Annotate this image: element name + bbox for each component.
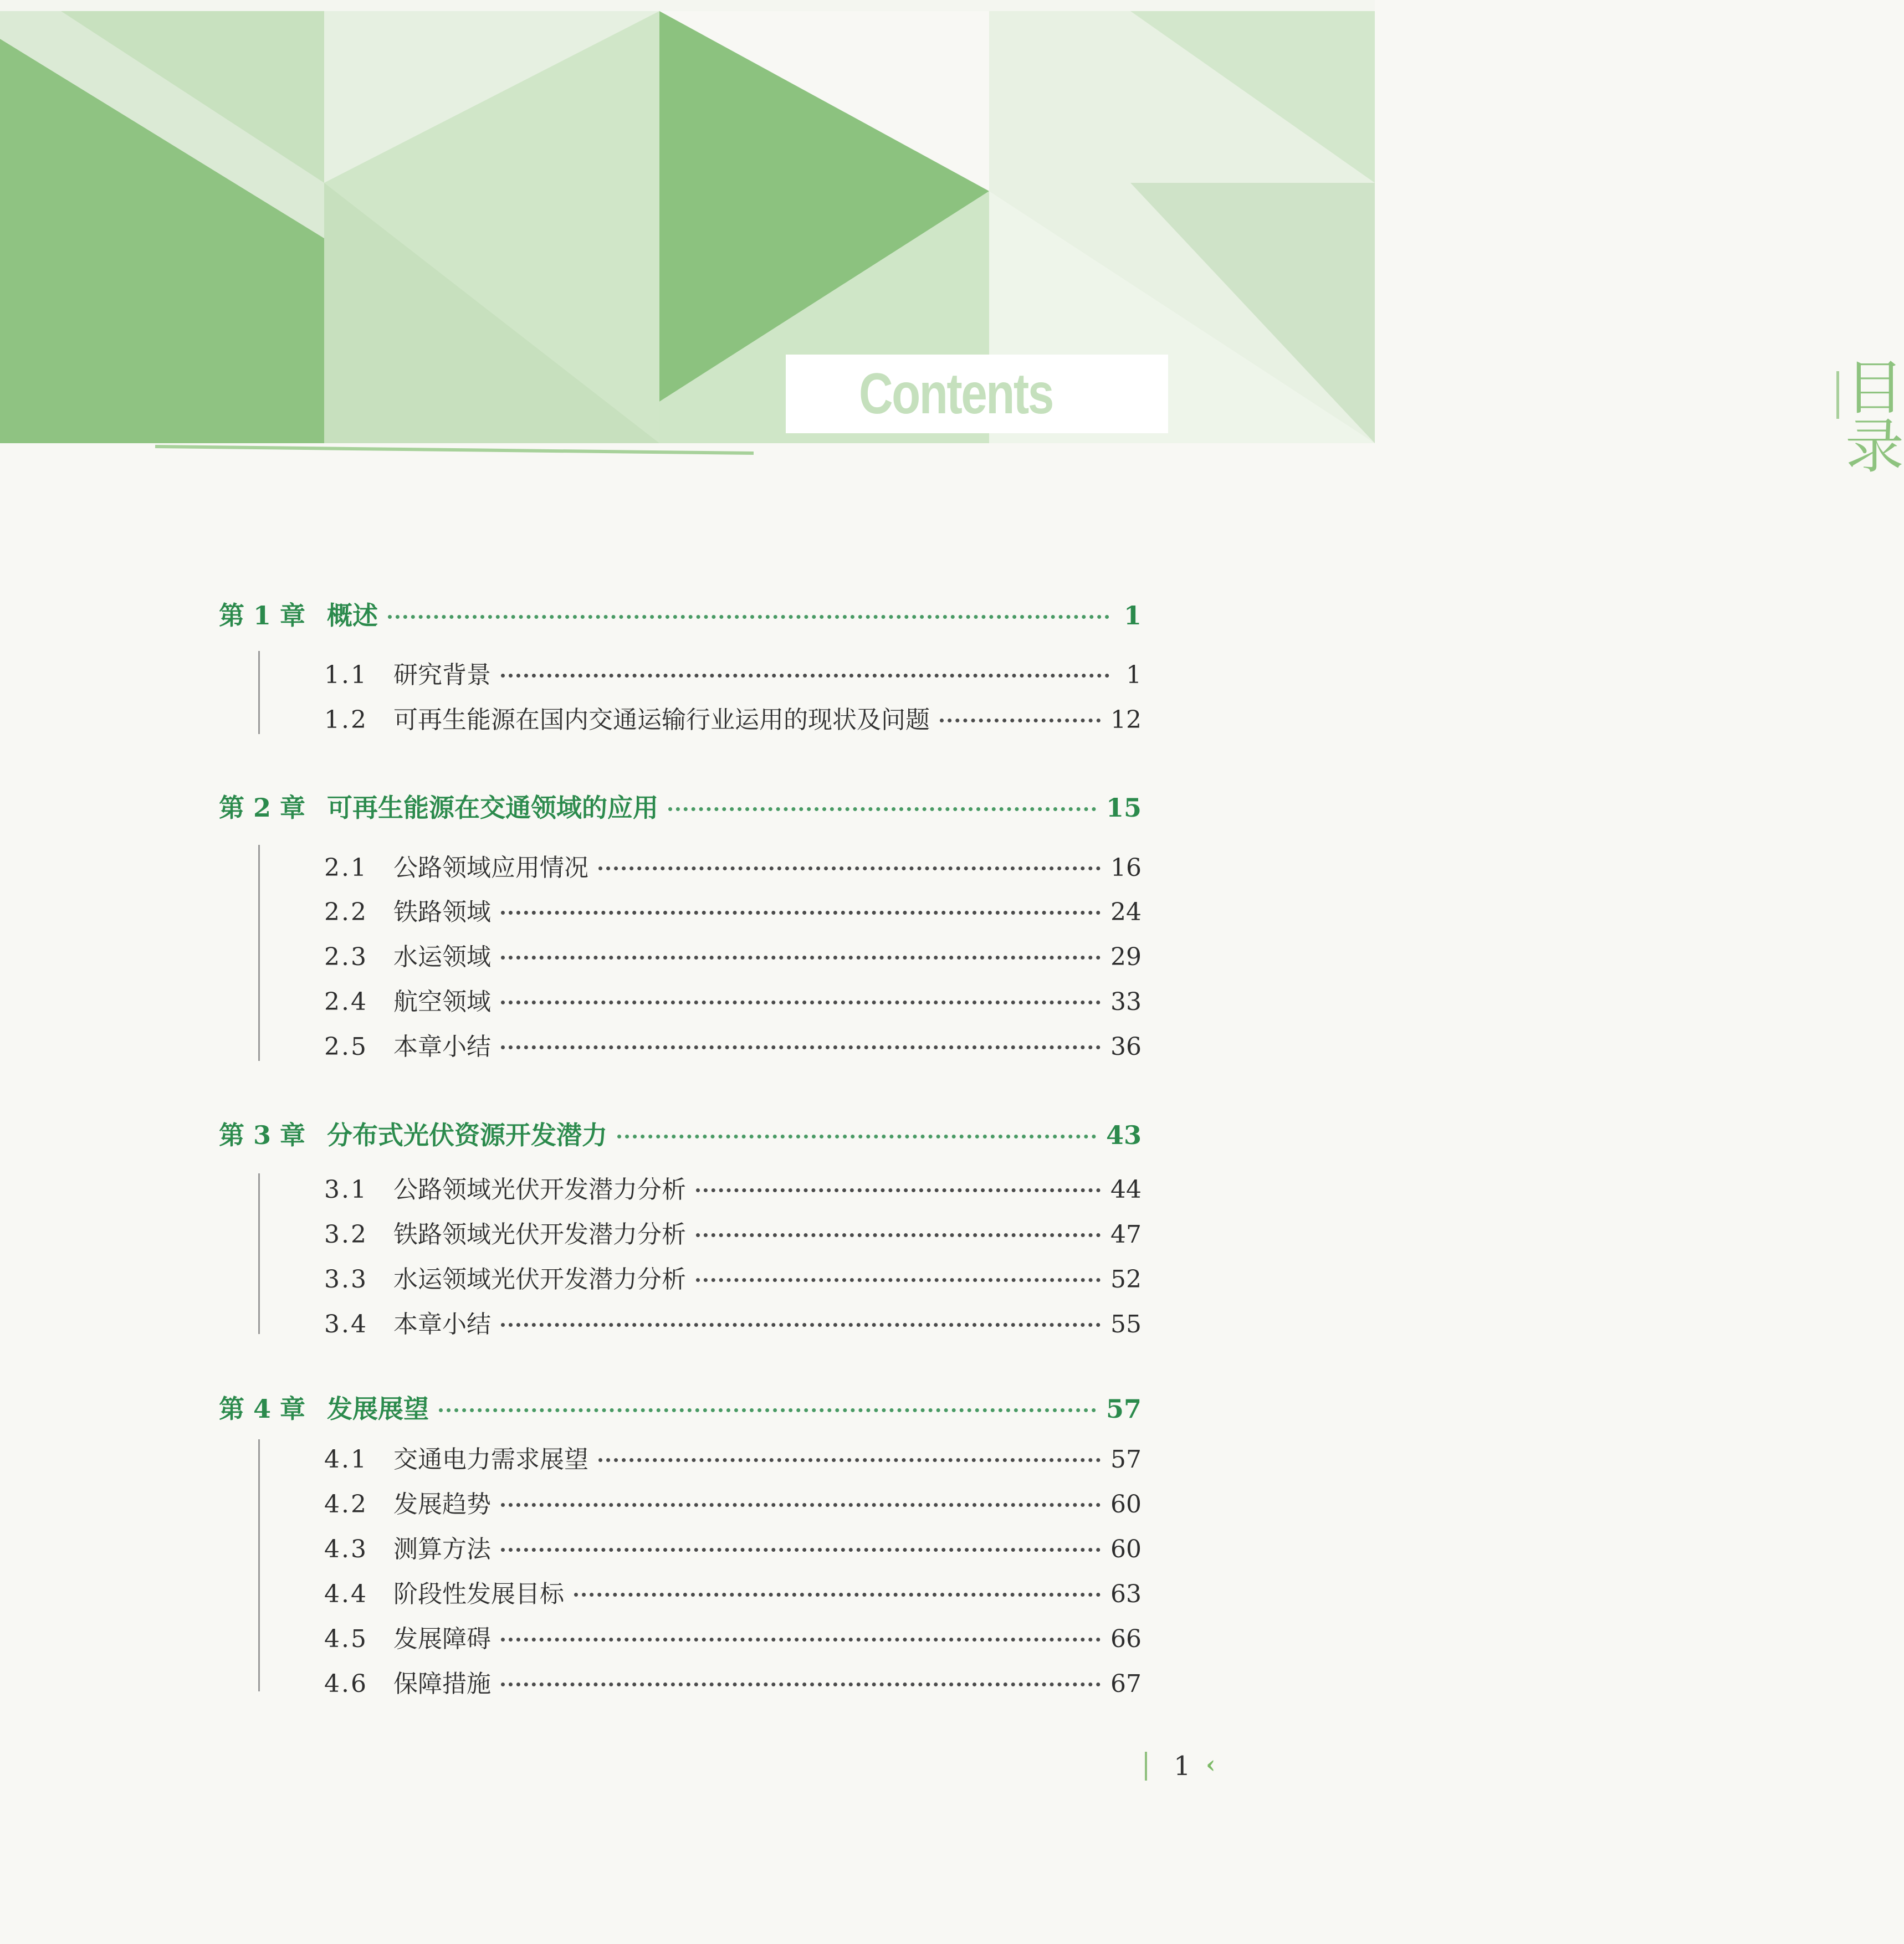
section-number: 4.1	[324, 1445, 368, 1474]
section-title: 可再生能源在国内交通运输行业运用的现状及问题	[393, 706, 930, 734]
section-page: 1	[1126, 661, 1142, 689]
dot-leader	[501, 1045, 1101, 1049]
chapter-page: 1	[1123, 601, 1142, 630]
dot-leader	[501, 674, 1109, 678]
toc-section-3-3[interactable]	[324, 1259, 1142, 1295]
section-number: 4.4	[324, 1580, 368, 1608]
footer-bar	[1145, 1752, 1147, 1781]
chapter-label: 第 3 章	[219, 1120, 306, 1150]
section-number: 1.2	[324, 706, 368, 734]
chapter-page: 15	[1105, 793, 1142, 823]
section-number: 4.3	[324, 1535, 368, 1563]
title-english: Contents	[859, 361, 1053, 426]
section-bar	[258, 845, 260, 1061]
section-number: 2.3	[324, 943, 368, 971]
dot-leader	[501, 1323, 1101, 1327]
section-number: 2.1	[324, 854, 368, 882]
chapter-label: 第 2 章	[219, 793, 306, 823]
toc-section-2-3[interactable]	[324, 937, 1142, 972]
chapter-title: 概述	[327, 601, 378, 630]
section-bar	[258, 651, 260, 734]
chapter-title: 分布式光伏资源开发潜力	[327, 1120, 607, 1150]
dot-leader	[439, 1408, 1096, 1412]
section-number: 1.1	[324, 661, 368, 689]
chapter-page: 43	[1105, 1120, 1142, 1150]
header-decoration	[0, 0, 1375, 460]
section-number: 4.6	[324, 1670, 368, 1698]
section-bar	[258, 1439, 260, 1691]
section-bar	[258, 1173, 260, 1334]
dot-leader	[501, 1548, 1101, 1552]
section-page: 60	[1110, 1490, 1142, 1519]
section-page: 52	[1110, 1265, 1142, 1294]
section-title: 交通电力需求展望	[393, 1445, 588, 1474]
dot-leader	[388, 615, 1109, 619]
section-page: 67	[1110, 1670, 1142, 1698]
section-page: 66	[1110, 1625, 1142, 1653]
dot-leader	[598, 866, 1101, 870]
toc-section-2-2[interactable]	[324, 892, 1142, 927]
title-chinese: 目录	[1845, 354, 1904, 481]
toc-section-4-6[interactable]	[324, 1664, 1142, 1699]
section-title: 公路领域光伏开发潜力分析	[393, 1176, 686, 1204]
page-number: 1	[1174, 1751, 1191, 1782]
section-number: 3.3	[324, 1265, 368, 1294]
dot-leader	[696, 1188, 1101, 1192]
title-separator	[1836, 371, 1839, 419]
dot-leader	[617, 1135, 1096, 1138]
toc-chapter-1[interactable]	[219, 596, 1142, 632]
toc-section-3-2[interactable]	[324, 1214, 1142, 1250]
dot-leader	[696, 1233, 1101, 1237]
dot-leader	[940, 719, 1101, 722]
dot-leader	[696, 1278, 1101, 1282]
toc-section-4-1[interactable]	[324, 1439, 1142, 1475]
chapter-label: 第 1 章	[219, 601, 306, 630]
section-number: 3.2	[324, 1220, 368, 1249]
toc-section-4-4[interactable]	[324, 1574, 1142, 1609]
toc-section-1-1[interactable]	[324, 655, 1142, 690]
chapter-title: 发展展望	[327, 1394, 429, 1424]
section-page: 16	[1110, 854, 1142, 882]
section-title: 水运领域	[393, 943, 491, 971]
section-title: 公路领域应用情况	[393, 854, 588, 882]
section-number: 3.4	[324, 1310, 368, 1338]
section-number: 4.2	[324, 1490, 368, 1519]
dot-leader	[501, 1683, 1101, 1686]
toc-chapter-4[interactable]	[219, 1389, 1142, 1425]
section-title: 铁路领域光伏开发潜力分析	[393, 1220, 686, 1249]
chevron-left-icon: ‹	[1206, 1751, 1216, 1779]
toc-section-2-4[interactable]	[324, 982, 1142, 1017]
dot-leader	[574, 1593, 1101, 1597]
dot-leader	[668, 807, 1096, 811]
section-page: 24	[1110, 898, 1142, 926]
toc-section-1-2[interactable]	[324, 700, 1142, 735]
section-page: 60	[1110, 1535, 1142, 1563]
section-page: 57	[1110, 1445, 1142, 1474]
dot-leader	[501, 1001, 1101, 1004]
section-title: 航空领域	[393, 988, 491, 1016]
section-title: 水运领域光伏开发潜力分析	[393, 1265, 686, 1294]
chapter-page: 57	[1105, 1394, 1142, 1424]
toc-section-3-4[interactable]	[324, 1304, 1142, 1340]
dot-leader	[598, 1458, 1101, 1462]
section-title: 铁路领域	[393, 898, 491, 926]
section-page: 33	[1110, 988, 1142, 1016]
section-page: 12	[1110, 706, 1142, 734]
section-title: 保障措施	[393, 1670, 491, 1698]
section-number: 2.2	[324, 898, 368, 926]
section-number: 2.5	[324, 1033, 368, 1061]
toc-section-4-5[interactable]	[324, 1619, 1142, 1654]
chapter-title: 可再生能源在交通领域的应用	[327, 793, 658, 823]
dot-leader	[501, 1638, 1101, 1642]
section-title: 阶段性发展目标	[393, 1580, 564, 1608]
section-page: 44	[1110, 1176, 1142, 1204]
section-title: 本章小结	[393, 1033, 491, 1061]
toc-section-4-2[interactable]	[324, 1484, 1142, 1520]
section-number: 3.1	[324, 1176, 368, 1204]
toc-section-2-5[interactable]	[324, 1027, 1142, 1062]
section-page: 63	[1110, 1580, 1142, 1608]
toc-section-3-1[interactable]	[324, 1170, 1142, 1205]
toc-chapter-2[interactable]	[219, 788, 1142, 824]
chapter-label: 第 4 章	[219, 1394, 306, 1424]
section-page: 29	[1110, 943, 1142, 971]
section-title: 本章小结	[393, 1310, 491, 1338]
section-page: 47	[1110, 1220, 1142, 1249]
section-title: 发展障碍	[393, 1625, 491, 1653]
toc-section-2-1[interactable]	[324, 848, 1142, 883]
section-number: 2.4	[324, 988, 368, 1016]
dot-leader	[501, 1503, 1101, 1507]
toc-chapter-3[interactable]	[219, 1115, 1142, 1152]
section-title: 发展趋势	[393, 1490, 491, 1519]
dot-leader	[501, 956, 1101, 960]
section-number: 4.5	[324, 1625, 368, 1653]
contents-title	[786, 354, 1904, 481]
section-title: 测算方法	[393, 1535, 491, 1563]
section-title: 研究背景	[393, 661, 491, 689]
section-page: 55	[1110, 1310, 1142, 1338]
dot-leader	[501, 911, 1101, 915]
section-page: 36	[1110, 1033, 1142, 1061]
toc-section-4-3[interactable]	[324, 1529, 1142, 1565]
